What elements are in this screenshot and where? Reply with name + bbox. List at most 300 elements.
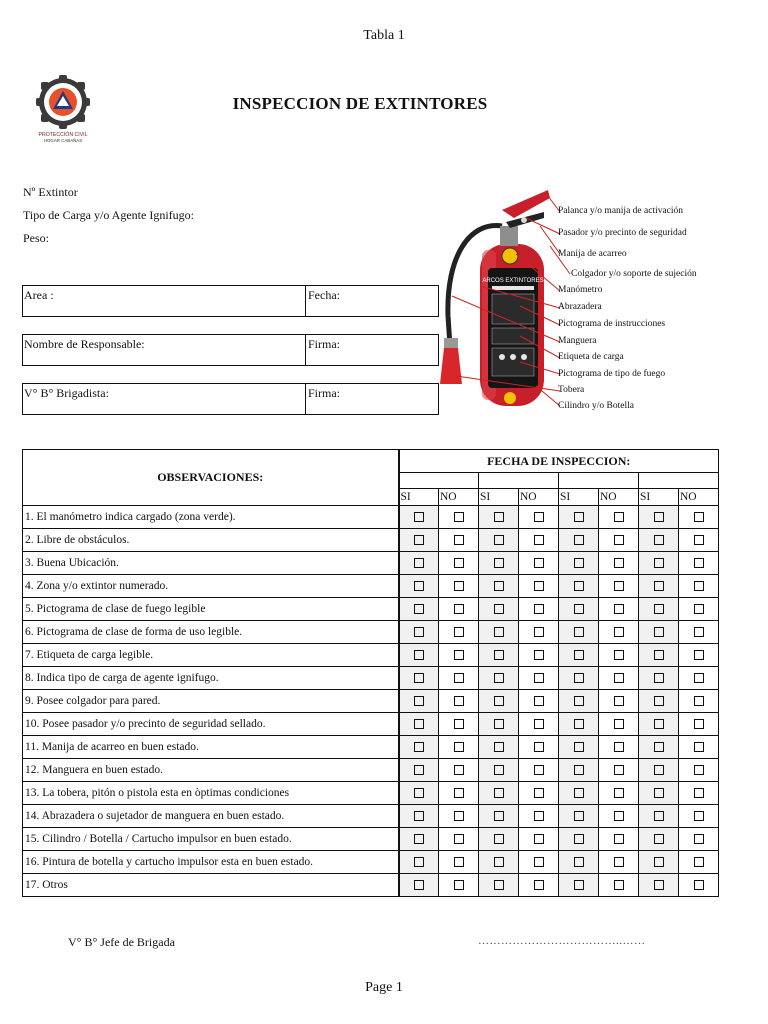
no-checkbox[interactable] xyxy=(694,673,704,683)
si-checkbox[interactable] xyxy=(494,581,504,591)
no-checkbox[interactable] xyxy=(614,604,624,614)
area-date-box[interactable] xyxy=(22,285,439,317)
si-checkbox[interactable] xyxy=(654,788,664,798)
no-checkbox[interactable] xyxy=(534,581,544,591)
no-header: NO xyxy=(599,489,639,506)
no-checkbox[interactable] xyxy=(614,696,624,706)
si-checkbox[interactable] xyxy=(574,834,584,844)
brigade-chief-label: V° B° Jefe de Brigada xyxy=(68,935,175,949)
observation-text: 15. Cilindro / Botella / Cartucho impulsor en buen estado. xyxy=(23,828,399,851)
checkbox-cell xyxy=(559,621,599,644)
checkbox-cell xyxy=(679,621,719,644)
no-checkbox[interactable] xyxy=(694,558,704,568)
si-checkbox[interactable] xyxy=(654,535,664,545)
si-checkbox[interactable] xyxy=(414,719,424,729)
no-checkbox[interactable] xyxy=(614,581,624,591)
no-checkbox[interactable] xyxy=(534,512,544,522)
no-checkbox[interactable] xyxy=(614,857,624,867)
checkbox-cell xyxy=(439,690,479,713)
page-title: INSPECCION DE EXTINTORES xyxy=(232,94,488,113)
checkbox-cell xyxy=(479,667,519,690)
si-checkbox[interactable] xyxy=(494,765,504,775)
no-checkbox[interactable] xyxy=(534,673,544,683)
no-checkbox[interactable] xyxy=(694,650,704,660)
si-checkbox[interactable] xyxy=(494,558,504,568)
si-checkbox[interactable] xyxy=(414,880,424,890)
si-checkbox[interactable] xyxy=(574,604,584,614)
svg-text:HOGAR CABAÑAS: HOGAR CABAÑAS xyxy=(43,138,83,143)
label-lever: Palanca y/o manija de activación xyxy=(558,206,684,216)
checkbox-cell xyxy=(439,552,479,575)
no-checkbox[interactable] xyxy=(454,834,464,844)
signature-label-2: Firma: xyxy=(308,386,340,400)
checkbox-cell xyxy=(439,851,479,874)
checkbox-cell xyxy=(599,575,639,598)
checkbox-cell xyxy=(519,575,559,598)
no-checkbox[interactable] xyxy=(694,742,704,752)
checkbox-cell xyxy=(439,874,479,897)
checkbox-cell xyxy=(599,644,639,667)
signature-line[interactable]: ………………………………..…… xyxy=(478,935,646,947)
no-checkbox[interactable] xyxy=(534,788,544,798)
si-checkbox[interactable] xyxy=(414,857,424,867)
extinguisher-diagram xyxy=(440,186,758,416)
checkbox-cell xyxy=(559,782,599,805)
checkbox-cell xyxy=(519,644,559,667)
checkbox-cell xyxy=(559,575,599,598)
table-row xyxy=(23,851,719,874)
no-checkbox[interactable] xyxy=(694,696,704,706)
si-checkbox[interactable] xyxy=(494,719,504,729)
si-checkbox[interactable] xyxy=(414,673,424,683)
no-checkbox[interactable] xyxy=(694,512,704,522)
checkbox-cell xyxy=(439,598,479,621)
checkbox-cell xyxy=(399,759,439,782)
checkbox-cell xyxy=(439,621,479,644)
si-checkbox[interactable] xyxy=(414,604,424,614)
checkbox-cell xyxy=(559,805,599,828)
checkbox-cell xyxy=(479,529,519,552)
checkbox-cell xyxy=(559,874,599,897)
label-pin: Pasador y/o precinto de seguridad xyxy=(558,228,687,238)
si-checkbox[interactable] xyxy=(494,811,504,821)
table-row xyxy=(23,529,719,552)
no-checkbox[interactable] xyxy=(614,535,624,545)
checkbox-cell xyxy=(399,644,439,667)
page-number: Page 1 xyxy=(365,980,403,995)
no-checkbox[interactable] xyxy=(534,650,544,660)
si-checkbox[interactable] xyxy=(574,512,584,522)
si-checkbox[interactable] xyxy=(494,604,504,614)
si-checkbox[interactable] xyxy=(414,696,424,706)
checkbox-cell xyxy=(639,552,679,575)
checkbox-cell xyxy=(599,552,639,575)
svg-text:ARCOS EXTINTORES: ARCOS EXTINTORES xyxy=(482,278,544,284)
checkbox-cell xyxy=(679,736,719,759)
table-caption: Tabla 1 xyxy=(363,28,405,43)
checkbox-cell xyxy=(639,644,679,667)
no-checkbox[interactable] xyxy=(454,558,464,568)
table-row xyxy=(23,552,719,575)
si-checkbox[interactable] xyxy=(574,558,584,568)
observations-header: OBSERVACIONES: xyxy=(23,450,399,506)
si-checkbox[interactable] xyxy=(414,650,424,660)
si-checkbox[interactable] xyxy=(494,535,504,545)
table-row xyxy=(23,759,719,782)
checkbox-cell xyxy=(439,575,479,598)
no-checkbox[interactable] xyxy=(614,627,624,637)
checkbox-cell xyxy=(599,713,639,736)
si-checkbox[interactable] xyxy=(654,857,664,867)
si-checkbox[interactable] xyxy=(574,788,584,798)
checkbox-cell xyxy=(679,644,719,667)
no-checkbox[interactable] xyxy=(454,742,464,752)
date-slot-2[interactable] xyxy=(479,473,559,489)
no-checkbox[interactable] xyxy=(454,719,464,729)
si-header: SI xyxy=(639,489,679,506)
no-checkbox[interactable] xyxy=(534,742,544,752)
checkbox-cell xyxy=(399,506,439,529)
checkbox-cell xyxy=(479,552,519,575)
checkbox-cell xyxy=(599,621,639,644)
no-checkbox[interactable] xyxy=(694,604,704,614)
checkbox-cell xyxy=(639,690,679,713)
si-checkbox[interactable] xyxy=(654,719,664,729)
si-checkbox[interactable] xyxy=(574,696,584,706)
checkbox-cell xyxy=(479,828,519,851)
no-checkbox[interactable] xyxy=(454,880,464,890)
checkbox-cell xyxy=(559,713,599,736)
si-checkbox[interactable] xyxy=(574,811,584,821)
checkbox-cell xyxy=(599,529,639,552)
no-checkbox[interactable] xyxy=(694,535,704,545)
checkbox-cell xyxy=(639,621,679,644)
checkbox-cell xyxy=(479,644,519,667)
no-checkbox[interactable] xyxy=(454,673,464,683)
si-checkbox[interactable] xyxy=(414,627,424,637)
checkbox-cell xyxy=(479,621,519,644)
checkbox-cell xyxy=(559,598,599,621)
table-row xyxy=(23,644,719,667)
table-row xyxy=(23,736,719,759)
table-row xyxy=(23,621,719,644)
no-checkbox[interactable] xyxy=(534,535,544,545)
no-checkbox[interactable] xyxy=(614,788,624,798)
checkbox-cell xyxy=(599,690,639,713)
si-checkbox[interactable] xyxy=(654,650,664,660)
area-label: Area : xyxy=(24,288,54,302)
checkbox-cell xyxy=(479,874,519,897)
no-checkbox[interactable] xyxy=(694,857,704,867)
si-checkbox[interactable] xyxy=(414,788,424,798)
si-checkbox[interactable] xyxy=(574,673,584,683)
si-checkbox[interactable] xyxy=(574,880,584,890)
brigadista-signature-box[interactable] xyxy=(22,383,439,415)
label-cylinder: Cilindro y/o Botella xyxy=(558,401,634,411)
no-checkbox[interactable] xyxy=(614,880,624,890)
checkbox-cell xyxy=(479,575,519,598)
observation-text: 4. Zona y/o extintor numerado. xyxy=(23,575,399,598)
checkbox-cell xyxy=(519,782,559,805)
checkbox-cell xyxy=(399,529,439,552)
checkbox-cell xyxy=(679,667,719,690)
no-checkbox[interactable] xyxy=(534,719,544,729)
table-row xyxy=(23,874,719,897)
checkbox-cell xyxy=(559,644,599,667)
checkbox-cell xyxy=(479,759,519,782)
no-checkbox[interactable] xyxy=(534,880,544,890)
checkbox-cell xyxy=(399,805,439,828)
label-gauge: Manómetro xyxy=(558,285,603,295)
si-checkbox[interactable] xyxy=(574,581,584,591)
si-checkbox[interactable] xyxy=(494,696,504,706)
checkbox-cell xyxy=(439,529,479,552)
label-bracket: Colgador y/o soporte de sujeción xyxy=(571,269,697,279)
checkbox-cell xyxy=(679,874,719,897)
si-checkbox[interactable] xyxy=(494,742,504,752)
no-checkbox[interactable] xyxy=(694,788,704,798)
checkbox-cell xyxy=(599,598,639,621)
si-checkbox[interactable] xyxy=(654,834,664,844)
no-checkbox[interactable] xyxy=(454,535,464,545)
no-checkbox[interactable] xyxy=(694,581,704,591)
no-checkbox[interactable] xyxy=(534,558,544,568)
no-checkbox[interactable] xyxy=(614,765,624,775)
checkbox-cell xyxy=(439,713,479,736)
checkbox-cell xyxy=(399,598,439,621)
observation-text: 14. Abrazadera o sujetador de manguera en buen estado. xyxy=(23,805,399,828)
no-checkbox[interactable] xyxy=(694,627,704,637)
si-checkbox[interactable] xyxy=(574,627,584,637)
si-checkbox[interactable] xyxy=(654,627,664,637)
si-checkbox[interactable] xyxy=(414,512,424,522)
si-checkbox[interactable] xyxy=(494,512,504,522)
checkbox-cell xyxy=(399,667,439,690)
no-checkbox[interactable] xyxy=(454,857,464,867)
checkbox-cell xyxy=(639,805,679,828)
checkbox-cell xyxy=(439,828,479,851)
no-checkbox[interactable] xyxy=(534,834,544,844)
si-checkbox[interactable] xyxy=(414,834,424,844)
charge-type-label: Tipo de Carga y/o Agente Ignifugo: xyxy=(23,208,194,222)
table-row xyxy=(23,506,719,529)
si-checkbox[interactable] xyxy=(654,673,664,683)
no-checkbox[interactable] xyxy=(454,811,464,821)
si-checkbox[interactable] xyxy=(494,788,504,798)
weight-label: Peso: xyxy=(23,231,50,245)
checkbox-cell xyxy=(399,782,439,805)
table-row xyxy=(23,782,719,805)
si-checkbox[interactable] xyxy=(494,627,504,637)
checkbox-cell xyxy=(519,736,559,759)
checkbox-cell xyxy=(639,782,679,805)
label-charge: Etiqueta de carga xyxy=(558,352,624,362)
checkbox-cell xyxy=(559,828,599,851)
label-nozzle: Tobera xyxy=(558,385,585,395)
no-checkbox[interactable] xyxy=(694,880,704,890)
checkbox-cell xyxy=(599,506,639,529)
no-header: NO xyxy=(519,489,559,506)
si-checkbox[interactable] xyxy=(494,834,504,844)
date-label: Fecha: xyxy=(308,288,340,302)
si-checkbox[interactable] xyxy=(574,650,584,660)
checkbox-cell xyxy=(599,828,639,851)
si-checkbox[interactable] xyxy=(494,673,504,683)
si-checkbox[interactable] xyxy=(414,742,424,752)
no-checkbox[interactable] xyxy=(614,673,624,683)
no-checkbox[interactable] xyxy=(534,811,544,821)
checkbox-cell xyxy=(439,759,479,782)
checkbox-cell xyxy=(679,529,719,552)
si-checkbox[interactable] xyxy=(654,765,664,775)
observation-text: 1. El manómetro indica cargado (zona verde). xyxy=(23,506,399,529)
date-slot-3[interactable] xyxy=(559,473,639,489)
responsible-signature-box[interactable] xyxy=(22,334,439,366)
si-checkbox[interactable] xyxy=(414,765,424,775)
table-row xyxy=(23,805,719,828)
si-checkbox[interactable] xyxy=(654,880,664,890)
checkbox-cell xyxy=(639,529,679,552)
no-header: NO xyxy=(439,489,479,506)
observation-text: 5. Pictograma de clase de fuego legible xyxy=(23,598,399,621)
checkbox-cell xyxy=(519,805,559,828)
si-checkbox[interactable] xyxy=(654,512,664,522)
checkbox-cell xyxy=(519,713,559,736)
checkbox-cell xyxy=(559,851,599,874)
checkbox-cell xyxy=(559,506,599,529)
si-checkbox[interactable] xyxy=(494,857,504,867)
checkbox-cell xyxy=(399,690,439,713)
table-row xyxy=(23,575,719,598)
observation-text: 11. Manija de acarreo en buen estado. xyxy=(23,736,399,759)
inspection-table xyxy=(22,449,719,897)
checkbox-cell xyxy=(399,621,439,644)
checkbox-cell xyxy=(519,506,559,529)
observation-text: 7. Etiqueta de carga legible. xyxy=(23,644,399,667)
si-checkbox[interactable] xyxy=(654,558,664,568)
checkbox-cell xyxy=(399,552,439,575)
no-checkbox[interactable] xyxy=(534,696,544,706)
no-checkbox[interactable] xyxy=(614,650,624,660)
observation-text: 6. Pictograma de clase de forma de uso legible. xyxy=(23,621,399,644)
no-checkbox[interactable] xyxy=(534,627,544,637)
checkbox-cell xyxy=(439,506,479,529)
no-checkbox[interactable] xyxy=(534,857,544,867)
si-checkbox[interactable] xyxy=(574,535,584,545)
observation-text: 16. Pintura de botella y cartucho impulsor esta en buen estado. xyxy=(23,851,399,874)
checkbox-cell xyxy=(599,759,639,782)
si-checkbox[interactable] xyxy=(494,650,504,660)
checkbox-cell xyxy=(559,552,599,575)
signature-label: Firma: xyxy=(308,337,340,351)
si-checkbox[interactable] xyxy=(654,811,664,821)
table-row xyxy=(23,598,719,621)
checkbox-cell xyxy=(679,782,719,805)
checkbox-cell xyxy=(599,736,639,759)
si-checkbox[interactable] xyxy=(494,880,504,890)
checkbox-cell xyxy=(679,575,719,598)
no-checkbox[interactable] xyxy=(454,696,464,706)
no-checkbox[interactable] xyxy=(614,811,624,821)
label-hose: Manguera xyxy=(558,336,597,346)
checkbox-cell xyxy=(439,805,479,828)
checkbox-cell xyxy=(599,851,639,874)
label-clamp: Abrazadera xyxy=(558,302,602,312)
no-checkbox[interactable] xyxy=(694,834,704,844)
checkbox-cell xyxy=(639,874,679,897)
checkbox-cell xyxy=(479,598,519,621)
no-checkbox[interactable] xyxy=(694,765,704,775)
checkbox-cell xyxy=(599,782,639,805)
inspection-date-header: FECHA DE INSPECCION: xyxy=(399,450,719,473)
checkbox-cell xyxy=(639,598,679,621)
si-checkbox[interactable] xyxy=(654,581,664,591)
observation-text: 3. Buena Ubicación. xyxy=(23,552,399,575)
no-checkbox[interactable] xyxy=(614,834,624,844)
si-checkbox[interactable] xyxy=(574,719,584,729)
checkbox-cell xyxy=(559,759,599,782)
no-checkbox[interactable] xyxy=(454,512,464,522)
si-header: SI xyxy=(479,489,519,506)
no-checkbox[interactable] xyxy=(454,627,464,637)
si-checkbox[interactable] xyxy=(654,604,664,614)
checkbox-cell xyxy=(399,575,439,598)
si-checkbox[interactable] xyxy=(574,742,584,752)
proteccion-civil-logo xyxy=(30,72,96,148)
no-checkbox[interactable] xyxy=(614,719,624,729)
no-checkbox[interactable] xyxy=(454,604,464,614)
no-checkbox[interactable] xyxy=(534,604,544,614)
si-checkbox[interactable] xyxy=(574,857,584,867)
checkbox-cell xyxy=(639,667,679,690)
label-instructions: Pictograma de instrucciones xyxy=(558,319,666,329)
si-checkbox[interactable] xyxy=(574,765,584,775)
checkbox-cell xyxy=(479,782,519,805)
si-checkbox[interactable] xyxy=(654,696,664,706)
checkbox-cell xyxy=(519,621,559,644)
no-checkbox[interactable] xyxy=(454,581,464,591)
no-checkbox[interactable] xyxy=(534,765,544,775)
responsible-label: Nombre de Responsable: xyxy=(24,337,145,351)
no-checkbox[interactable] xyxy=(694,811,704,821)
checkbox-cell xyxy=(519,598,559,621)
no-header: NO xyxy=(679,489,719,506)
checkbox-cell xyxy=(639,506,679,529)
label-carry-handle: Manija de acarreo xyxy=(558,249,627,259)
checkbox-cell xyxy=(479,506,519,529)
checkbox-cell xyxy=(559,690,599,713)
no-checkbox[interactable] xyxy=(454,650,464,660)
no-checkbox[interactable] xyxy=(614,512,624,522)
table-row xyxy=(23,667,719,690)
checkbox-cell xyxy=(439,644,479,667)
no-checkbox[interactable] xyxy=(454,788,464,798)
extintor-number-label: Nº Extintor xyxy=(23,185,78,199)
si-checkbox[interactable] xyxy=(414,558,424,568)
si-checkbox[interactable] xyxy=(654,742,664,752)
no-checkbox[interactable] xyxy=(694,719,704,729)
brigadista-label: V° B° Brigadista: xyxy=(24,386,109,400)
date-slot-4[interactable] xyxy=(639,473,719,489)
date-slot-1[interactable] xyxy=(399,473,479,489)
no-checkbox[interactable] xyxy=(614,742,624,752)
si-checkbox[interactable] xyxy=(414,581,424,591)
no-checkbox[interactable] xyxy=(454,765,464,775)
checkbox-cell xyxy=(519,690,559,713)
no-checkbox[interactable] xyxy=(614,558,624,568)
si-checkbox[interactable] xyxy=(414,811,424,821)
si-checkbox[interactable] xyxy=(414,535,424,545)
